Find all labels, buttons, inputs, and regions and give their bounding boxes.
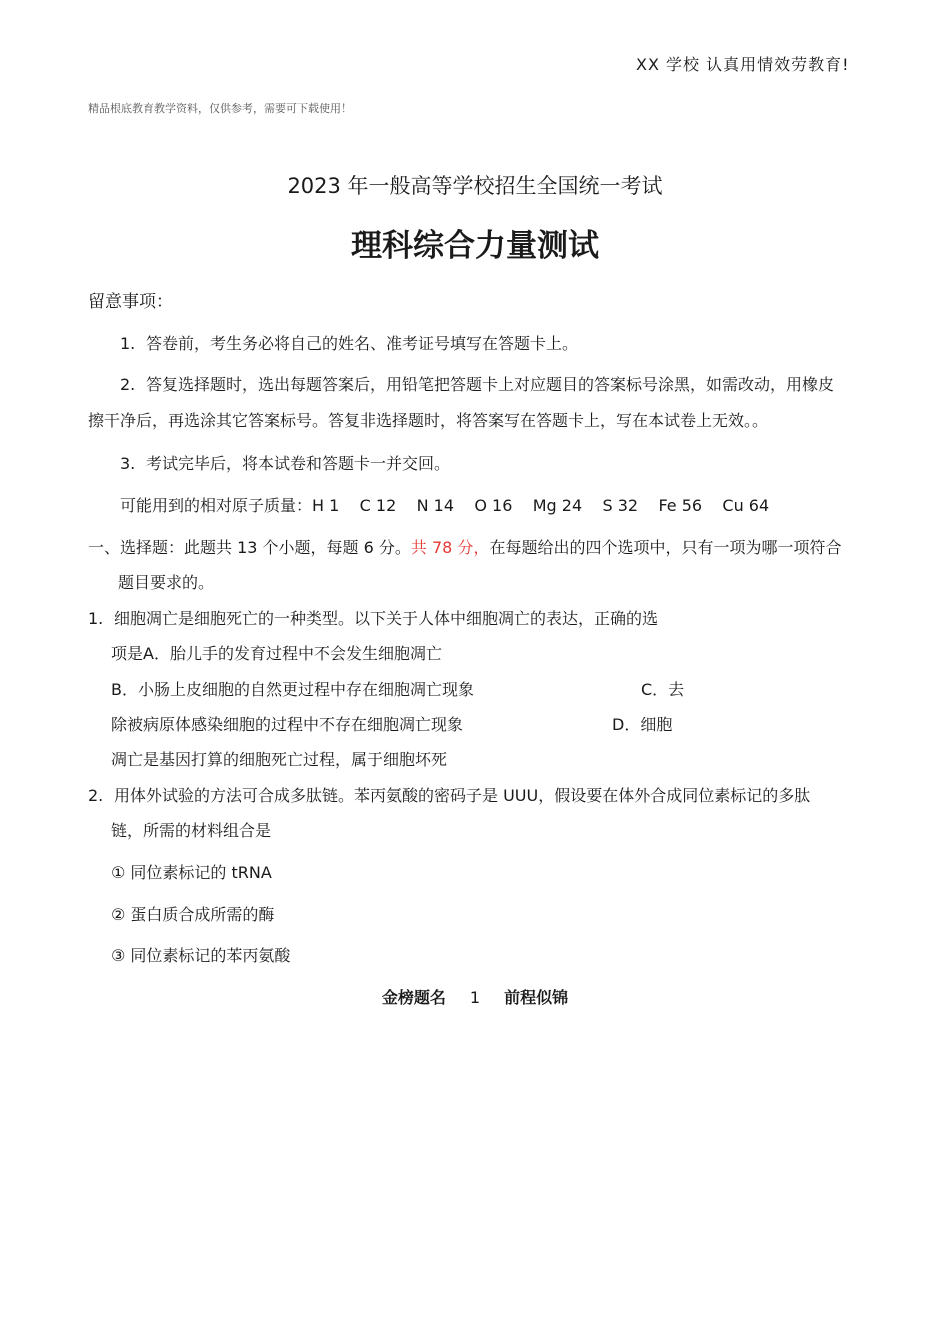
atomic-mass-line: 可能用到的相对原子质量：H 1 C 12 N 14 O 16 Mg 24 S 32 Fe 56 Cu 64 [120,496,770,515]
notice-item-1 [120,331,578,354]
footer-motto-right: 前程似锦 [504,988,569,1007]
section-1-total-score: 共 78 分， [410,538,490,557]
exam-title: 2023 年一般高等学校招生全国统一考试 [287,174,663,198]
school-header: XX 学校 认真用情效劳教育! [636,55,850,74]
notice-item-2-continued: 擦干净后，再选涂其它答案标号。答复非选择题时，将答案写在答题卡上，写在本试卷上无效。。 [88,411,769,430]
question-2-item-2: ② 蛋白质合成所需的酶 [111,905,275,924]
notice-item-text: 考试完毕后，将本试卷和答题卡一并交回。 [146,454,451,473]
question-number: 2. [88,786,104,805]
notice-heading: 留意事项： [88,292,173,312]
question-text: 细胞凋亡是细胞死亡的一种类型。以下关于人体中细胞凋亡的表达，正确的选 [114,609,659,628]
question-1-option-a: 项是A．胎儿手的发育过程中不会发生细胞凋亡 [111,644,442,663]
section-1-prefix: 一、选择题：此题共 13 个小题，每题 6 分。 [88,538,411,557]
question-1-option-d: 凋亡是基因打算的细胞死亡过程，属于细胞坏死 [111,750,448,769]
notice-item-number: 2. [120,375,136,394]
section-1-heading [88,535,841,558]
question-2-item-3: ③ 同位素标记的苯丙氨酸 [111,946,291,965]
question-1-option-c-start: C．去 [641,680,685,699]
question-1-option-c: 除被病原体感染细胞的过程中不存在细胞凋亡现象 [111,715,464,734]
page-number: 1 [469,988,481,1007]
notice-item-3 [120,451,450,474]
section-1-heading-continued: 题目要求的。 [118,573,215,592]
question-2-item-1: ① 同位素标记的 tRNA [111,863,272,882]
notice-item-number: 1. [120,334,136,353]
subject-title: 理科综合力量测试 [351,228,599,264]
question-2-stem-continued: 链，所需的材料组合是 [111,821,272,840]
notice-item-2 [120,372,834,395]
section-1-suffix: 在每题给出的四个选项中，只有一项为哪一项符合 [489,538,842,557]
question-1-option-d-start: D．细胞 [612,715,673,734]
question-text: 用体外试验的方法可合成多肽链。苯丙氨酸的密码子是 UUU，假设要在体外合成同位素标记的多肽 [114,786,811,805]
notice-item-text: 答卷前，考生务必将自己的姓名、准考证号填写在答题卡上。 [146,334,579,353]
question-number: 1. [88,609,104,628]
question-1-stem [88,606,658,629]
question-2-stem [88,783,810,806]
notice-item-number: 3. [120,454,136,473]
disclaimer-text: 精品根底教育教学资料，仅供参考，需要可下载使用！ [88,102,352,115]
question-1-option-b: B．小肠上皮细胞的自然更过程中存在细胞凋亡现象 [111,680,474,699]
notice-item-text: 答复选择题时，选出每题答案后，用铅笔把答题卡上对应题目的答案标号涂黑，如需改动，用橡皮 [146,375,835,394]
page-footer [0,985,950,1008]
footer-motto-left: 金榜题名 [381,988,446,1007]
